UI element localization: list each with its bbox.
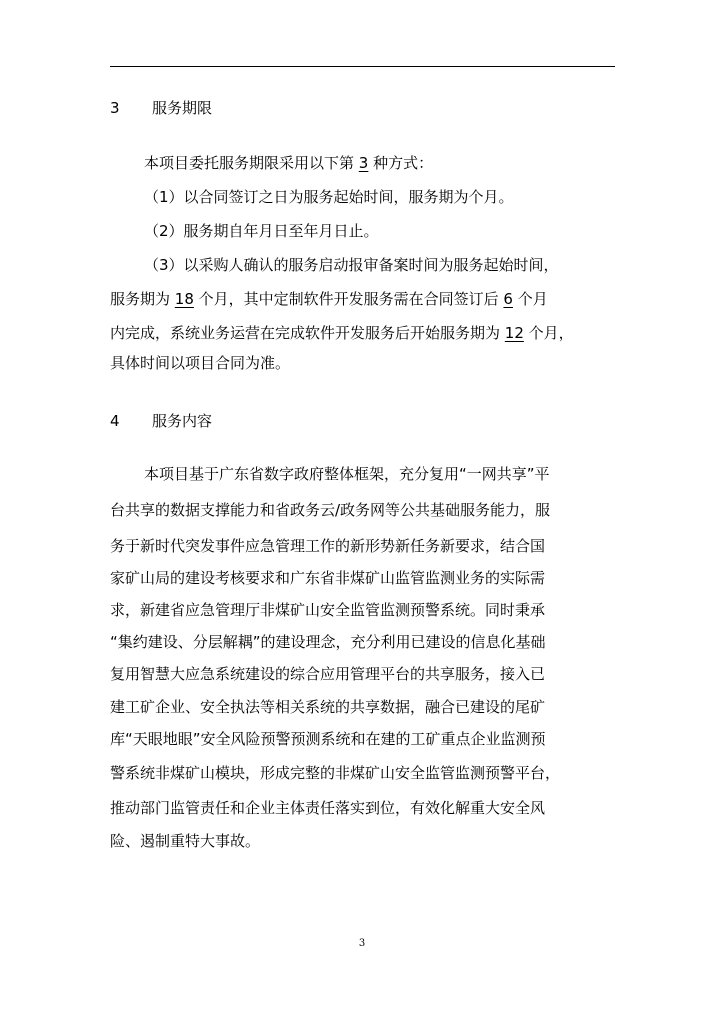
paragraph-line: 险、遏制重特大事故。 xyxy=(110,832,261,850)
page-number: 3 xyxy=(358,938,366,949)
paragraph-line: 求，新建省应急管理厅非煤矿山安全监管监测预警系统。同时秉承 xyxy=(110,601,546,619)
paragraph-line: 建工矿企业、安全执法等相关系统的共享数据，融合已建设的尾矿 xyxy=(110,698,546,716)
paragraph-line: （2）服务期自年月日至年月日止。 xyxy=(144,222,379,240)
filled-value: 3 xyxy=(358,154,369,172)
paragraph-line: 具体时间以项目合同为准。 xyxy=(110,354,291,372)
paragraph-line: 库“天眼地眼”安全风险预警预测系统和在建的工矿重点企业监测预 xyxy=(110,730,546,748)
paragraph-line: 推动部门监管责任和企业主体责任落实到位，有效化解重大安全风 xyxy=(110,799,546,817)
filled-value: 18 xyxy=(174,290,194,308)
section-4-heading xyxy=(110,411,212,431)
section-title: 服务期限 xyxy=(152,99,213,117)
section-number: 4 xyxy=(110,412,120,430)
header-rule xyxy=(110,66,615,67)
paragraph-line: 内完成，系统业务运营在完成软件开发服务后开始服务期为 12 个月， xyxy=(110,324,574,342)
paragraph-line: 务于新时代突发事件应急管理工作的新形势新任务新要求，结合国 xyxy=(110,537,546,555)
paragraph-line: 服务期为 18 个月，其中定制软件开发服务需在合同签订后 6 个月 xyxy=(110,290,548,308)
paragraph-line: （3）以采购人确认的服务启动报审备案时间为服务起始时间， xyxy=(144,256,559,274)
paragraph-line: （1）以合同签订之日为服务起始时间，服务期为个月。 xyxy=(144,188,514,206)
paragraph-line: 复用智慧大应急系统建设的综合应用管理平台的共享服务，接入已 xyxy=(110,665,546,683)
section-title: 服务内容 xyxy=(152,412,213,430)
filled-value: 12 xyxy=(504,324,524,342)
section-3-heading xyxy=(110,98,212,118)
filled-value: 6 xyxy=(503,290,513,308)
section-number: 3 xyxy=(110,99,120,117)
paragraph-line: 家矿山局的建设考核要求和广东省非煤矿山监管监测业务的实际需 xyxy=(110,569,546,587)
paragraph-line: 本项目委托服务期限采用以下第 3 种方式： xyxy=(144,154,434,172)
paragraph-line: “集约建设、分层解耦”的建设理念，充分利用已建设的信息化基础 xyxy=(110,633,546,651)
paragraph-line: 台共享的数据支撑能力和省政务云/政务网等公共基础服务能力，服 xyxy=(110,501,551,519)
paragraph-line: 本项目基于广东省数字政府整体框架，充分复用“一网共享”平 xyxy=(144,465,550,483)
paragraph-line: 警系统非煤矿山模块，形成完整的非煤矿山安全监管监测预警平台， xyxy=(110,764,561,782)
